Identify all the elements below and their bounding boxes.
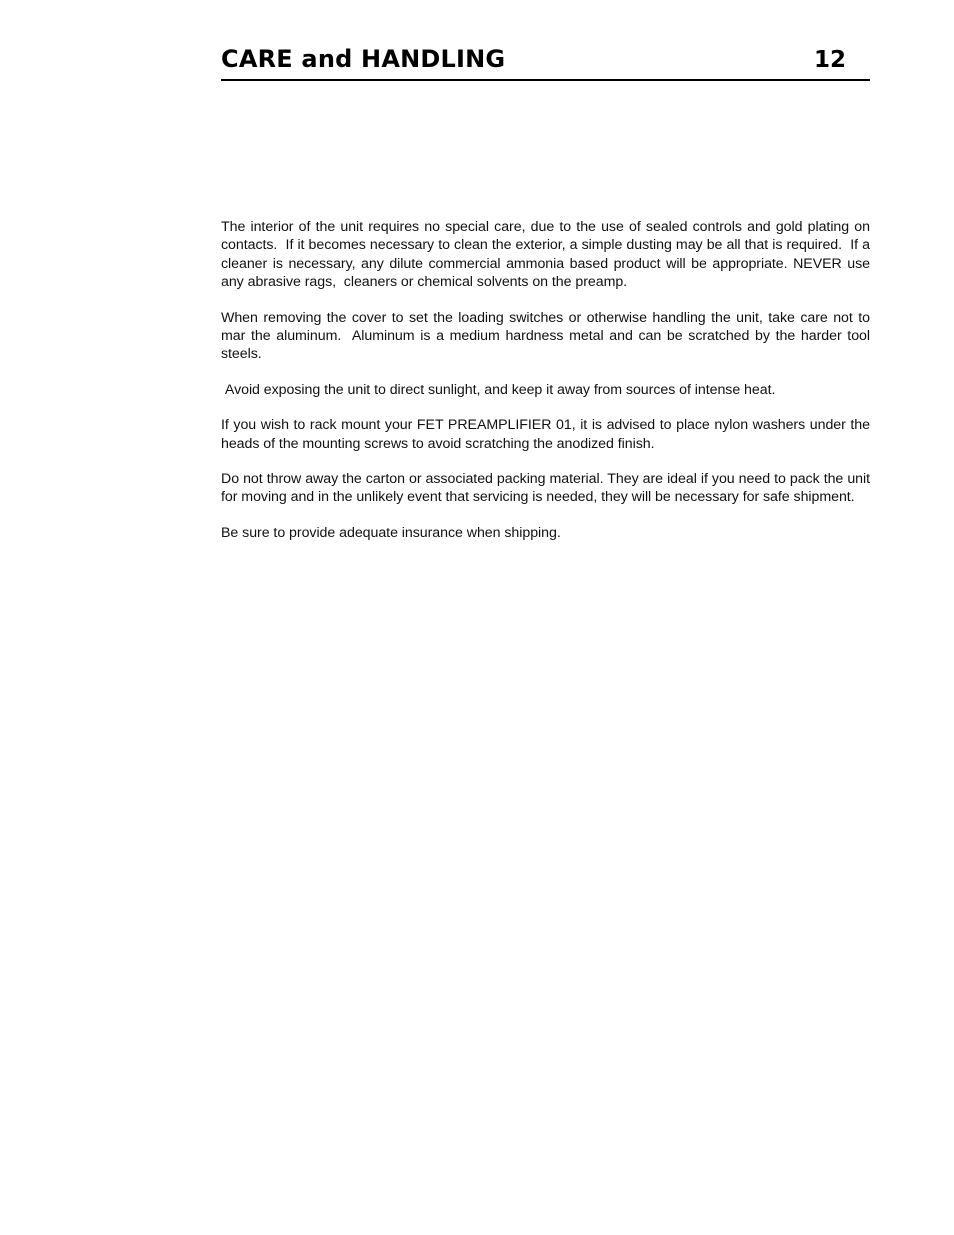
page-title: CARE and HANDLING	[221, 45, 506, 73]
paragraph-insurance: Be sure to provide adequate insurance when shipping.	[221, 524, 561, 541]
page-header	[221, 44, 870, 84]
paragraph-cover-removal: When removing the cover to set the loading switches or otherwise handling the unit, take care not to mar the aluminum. Aluminum is a medium hardness metal and can be scratched by the harder tool steels.	[221, 309, 874, 363]
body-content	[221, 218, 874, 542]
paragraph-interior-care: The interior of the unit requires no special care, due to the use of sealed controls and gold plating on contacts. If it becomes necessary to clean the exterior, a simple dusting may be all that is required. If a cleaner is necessary, any dilute commercial ammonia based product will be appropriate. NEVER use any abrasive rags, cleaners or chemical solvents on the preamp.	[221, 219, 874, 291]
paragraph-rack-mount: If you wish to rack mount your FET PREAMPLIFIER 01, it is advised to place nylon washers under the heads of the mounting screws to avoid scratching the anodized finish.	[221, 417, 874, 452]
header-divider	[221, 79, 870, 81]
header-row	[221, 44, 870, 74]
paragraph-carton-packing: Do not throw away the carton or associated packing material. They are ideal if you need to pack the unit for moving and in the unlikely event that servicing is needed, they will be necessary for safe shipment.	[221, 471, 874, 506]
paragraph-sunlight-heat: Avoid exposing the unit to direct sunlight, and keep it away from sources of intense heat.	[221, 381, 776, 398]
page-number: 12	[813, 47, 846, 73]
